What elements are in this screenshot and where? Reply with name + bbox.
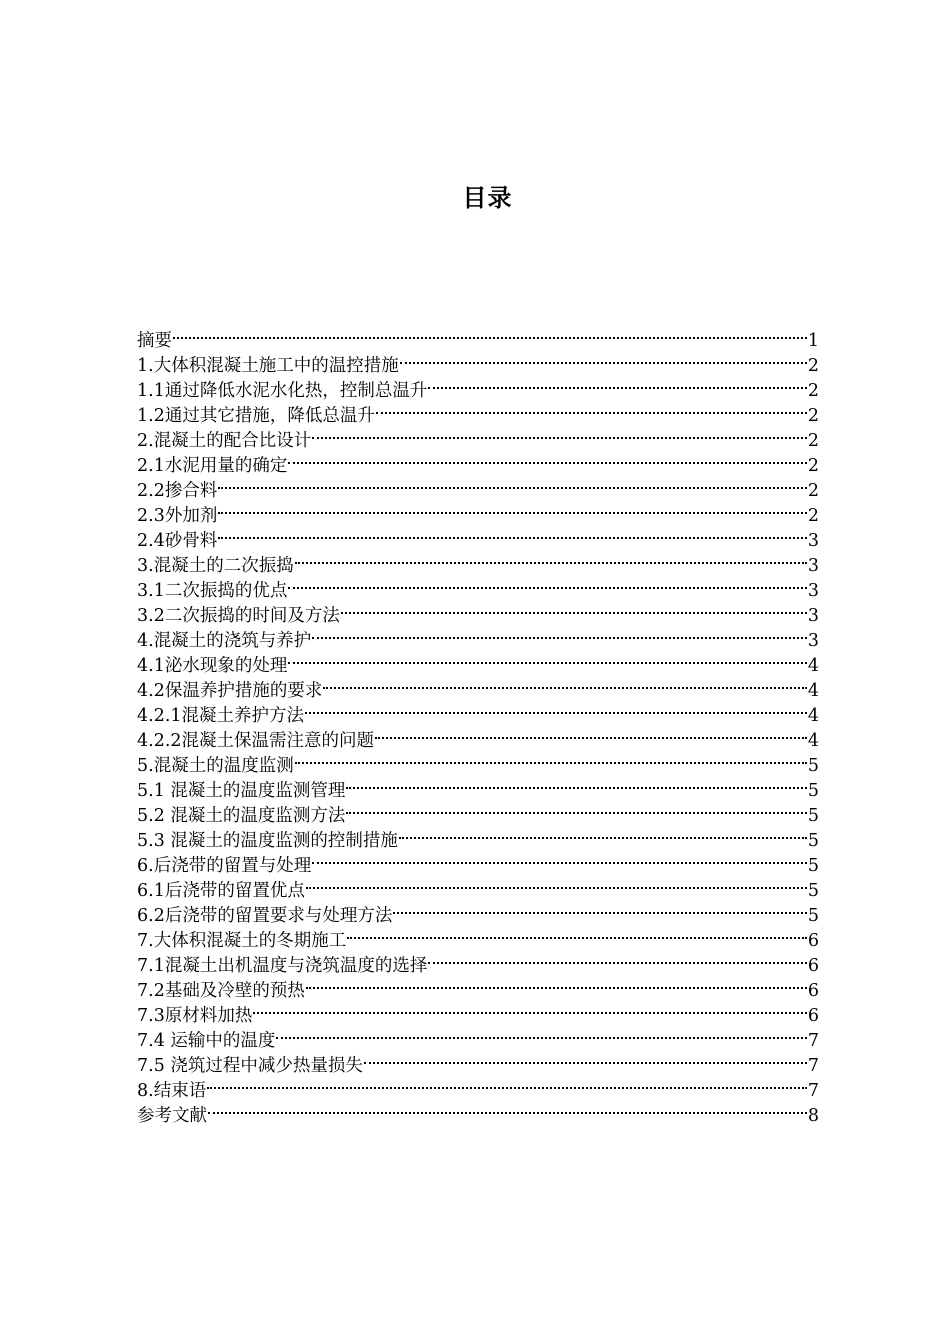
toc-dot-leader — [393, 896, 807, 921]
toc-entry-page-number: 6 — [807, 931, 819, 951]
toc-entry[interactable] — [137, 346, 819, 376]
toc-entry[interactable] — [137, 1096, 819, 1126]
toc-entry-label: 7.1混凝土出机温度与浇筑温度的选择 — [137, 956, 428, 976]
toc-entry-label: 摘要 — [137, 331, 172, 351]
toc-entry[interactable] — [137, 1071, 819, 1101]
toc-entry-page-number: 4 — [807, 681, 819, 701]
toc-dot-leader — [428, 371, 807, 396]
toc-dot-leader — [218, 496, 807, 521]
toc-entry-page-number: 2 — [807, 406, 819, 426]
toc-entry-label: 4.2保温养护措施的要求 — [137, 681, 323, 701]
toc-dot-leader — [312, 846, 807, 871]
toc-entry-page-number: 2 — [807, 506, 819, 526]
toc-dot-leader — [399, 821, 807, 846]
toc-entry-label: 4.混凝土的浇筑与养护 — [137, 631, 312, 651]
toc-entry-label: 1.2通过其它措施，降低总温升 — [137, 406, 375, 426]
toc-dot-leader — [346, 771, 806, 796]
toc-entry-label: 3.2二次振捣的时间及方法 — [137, 606, 340, 626]
toc-entry-page-number: 4 — [807, 731, 819, 751]
toc-entry-page-number: 7 — [807, 1081, 819, 1101]
toc-entry-label: 6.后浇带的留置与处理 — [137, 856, 312, 876]
toc-entry-page-number: 3 — [807, 556, 819, 576]
toc-entry-label: 8.结束语 — [137, 1081, 207, 1101]
toc-dot-leader — [428, 946, 807, 971]
toc-entry-page-number: 3 — [807, 531, 819, 551]
toc-entry[interactable] — [137, 321, 819, 351]
toc-entry-page-number: 2 — [807, 381, 819, 401]
toc-entry-label: 4.2.1混凝土养护方法 — [137, 706, 305, 726]
toc-entry-page-number: 3 — [807, 606, 819, 626]
toc-entry-page-number: 5 — [807, 881, 819, 901]
toc-dot-leader — [312, 421, 807, 446]
toc-entry-page-number: 5 — [807, 781, 819, 801]
toc-entry-label: 参考文献 — [137, 1106, 207, 1126]
toc-entry[interactable] — [137, 521, 819, 551]
toc-entry-page-number: 6 — [807, 956, 819, 976]
toc-entry-page-number: 5 — [807, 831, 819, 851]
toc-entry-page-number: 7 — [807, 1031, 819, 1051]
toc-dot-leader — [306, 871, 807, 896]
toc-entry-label: 2.1水泥用量的确定 — [137, 456, 288, 476]
toc-entry-page-number: 8 — [807, 1106, 819, 1126]
toc-entry-label: 1.大体积混凝土施工中的温控措施 — [137, 356, 399, 376]
toc-entry-page-number: 2 — [807, 456, 819, 476]
toc-entry-label: 7.4 运输中的温度 — [137, 1031, 276, 1051]
toc-entry-page-number: 5 — [807, 756, 819, 776]
toc-entry-label: 2.4砂骨料 — [137, 531, 218, 551]
toc-entry-page-number: 2 — [807, 431, 819, 451]
toc-dot-leader — [312, 621, 807, 646]
toc-entry-label: 2.3外加剂 — [137, 506, 218, 526]
page-title: 目录 — [462, 184, 513, 212]
toc-entry-label: 5.混凝土的温度监测 — [137, 756, 294, 776]
toc-entry-label: 6.2后浇带的留置要求与处理方法 — [137, 906, 393, 926]
toc-entry-label: 4.2.2混凝土保温需注意的问题 — [137, 731, 375, 751]
toc-entry-label: 2.2掺合料 — [137, 481, 218, 501]
toc-entry-page-number: 3 — [807, 581, 819, 601]
toc-entry-label: 3.1二次振捣的优点 — [137, 581, 288, 601]
toc-entry-page-number: 3 — [807, 631, 819, 651]
toc-entry[interactable] — [137, 546, 819, 576]
toc-dot-leader — [218, 521, 807, 546]
toc-dot-leader — [295, 746, 807, 771]
toc-dot-leader — [364, 1046, 807, 1071]
toc-entry-page-number: 5 — [807, 856, 819, 876]
toc-entry-label: 2.混凝土的配合比设计 — [137, 431, 312, 451]
table-of-contents — [137, 321, 819, 1126]
toc-dot-leader — [400, 346, 807, 371]
toc-entry-page-number: 7 — [807, 1056, 819, 1076]
toc-dot-leader — [253, 996, 807, 1021]
toc-entry-page-number: 5 — [807, 906, 819, 926]
toc-entry-page-number: 4 — [807, 706, 819, 726]
toc-dot-leader — [341, 596, 807, 621]
toc-dot-leader — [295, 546, 807, 571]
toc-dot-leader — [306, 971, 807, 996]
toc-entry-label: 7.大体积混凝土的冬期施工 — [137, 931, 347, 951]
toc-dot-leader — [347, 921, 807, 946]
toc-entry[interactable] — [137, 471, 819, 501]
toc-dot-leader — [376, 396, 807, 421]
toc-dot-leader — [346, 796, 806, 821]
toc-entry-page-number: 4 — [807, 656, 819, 676]
toc-entry-label: 5.2 混凝土的温度监测方法 — [137, 806, 346, 826]
toc-entry-page-number: 6 — [807, 981, 819, 1001]
toc-entry-page-number: 2 — [807, 481, 819, 501]
toc-entry[interactable] — [137, 496, 819, 526]
toc-entry-label: 7.3原材料加热 — [137, 1006, 253, 1026]
toc-dot-leader — [208, 1096, 807, 1121]
toc-dot-leader — [173, 321, 807, 346]
toc-entry-label: 1.1通过降低水泥水化热，控制总温升 — [137, 381, 428, 401]
toc-entry-label: 3.混凝土的二次振捣 — [137, 556, 294, 576]
toc-dot-leader — [288, 571, 807, 596]
toc-dot-leader — [288, 646, 807, 671]
toc-dot-leader — [218, 471, 807, 496]
toc-entry-page-number: 1 — [807, 331, 819, 351]
toc-entry-label: 4.1泌水现象的处理 — [137, 656, 288, 676]
toc-entry-label: 5.1 混凝土的温度监测管理 — [137, 781, 346, 801]
toc-entry-label: 6.1后浇带的留置优点 — [137, 881, 305, 901]
toc-entry-label: 7.5 浇筑过程中减少热量损失 — [137, 1056, 363, 1076]
toc-entry-page-number: 5 — [807, 806, 819, 826]
toc-dot-leader — [305, 696, 807, 721]
toc-entry-label: 7.2基础及冷壁的预热 — [137, 981, 305, 1001]
toc-dot-leader — [276, 1021, 806, 1046]
toc-dot-leader — [375, 721, 807, 746]
toc-dot-leader — [323, 671, 807, 696]
toc-entry-page-number: 2 — [807, 356, 819, 376]
toc-dot-leader — [207, 1071, 807, 1096]
toc-entry-page-number: 6 — [807, 1006, 819, 1026]
toc-entry-label: 5.3 混凝土的温度监测的控制措施 — [137, 831, 398, 851]
toc-dot-leader — [288, 446, 807, 471]
